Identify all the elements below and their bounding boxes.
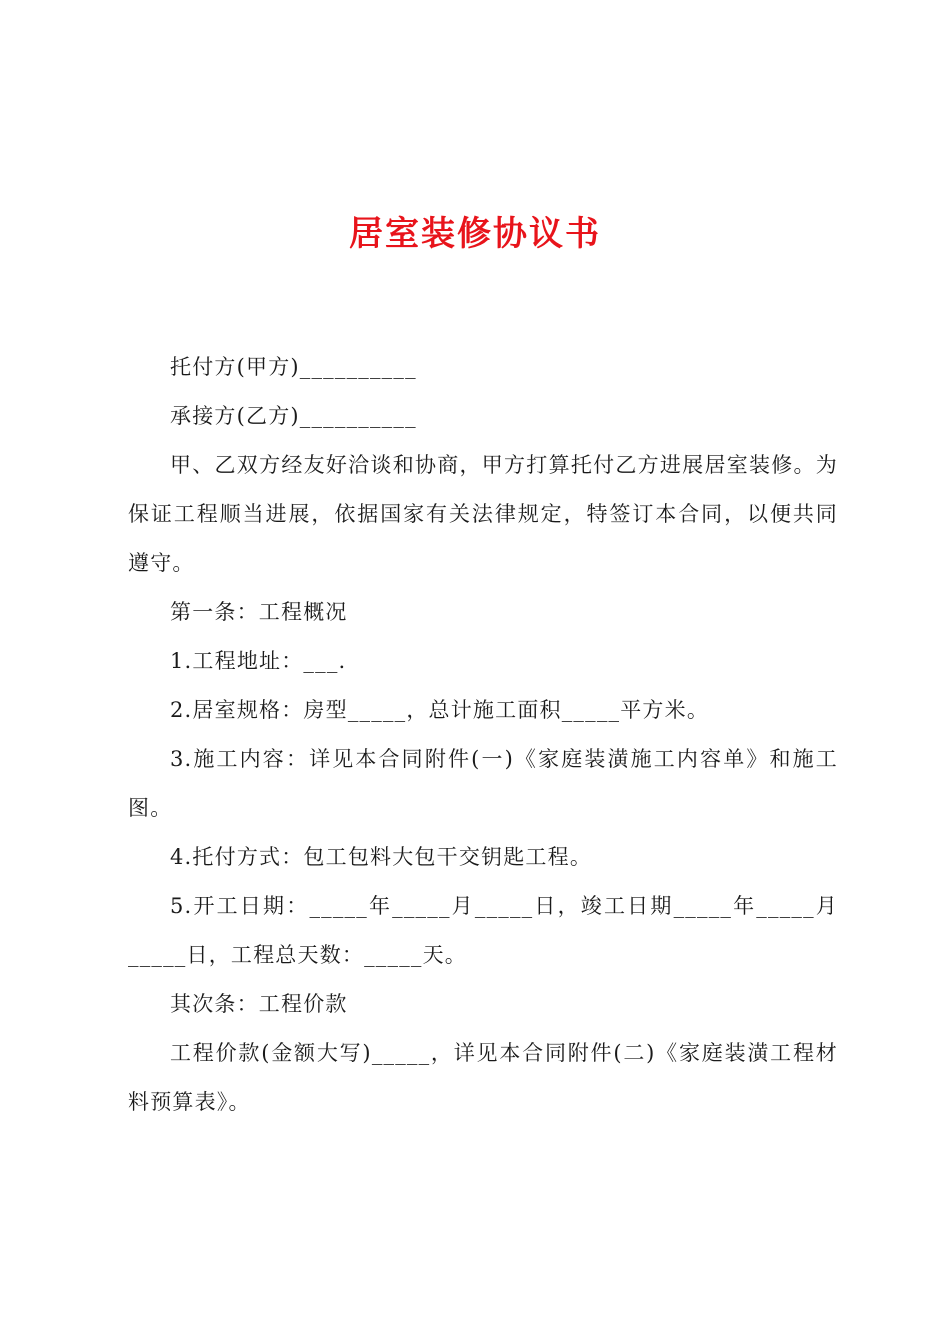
article-1-heading: 第一条：工程概况 [170,600,348,624]
clause-project-price: 工程价款(金额大写)_____，详见本合同附件(二)《家庭装潢工程材料预算表》。 [128,1041,838,1114]
party-b-line: 承接方(乙方)__________ [170,404,417,428]
article-2-heading: 其次条：工程价款 [170,992,348,1016]
clause-schedule: 5.开工日期：_____年_____月_____日，竣工日期_____年_____月_____日，工程总天数：_____天。 [128,894,838,967]
clause-contract-method: 4.托付方式：包工包料大包干交钥匙工程。 [170,845,593,869]
clause-project-address: 1.工程地址：___. [170,649,347,673]
document-title: 居室装修协议书 [349,214,601,254]
party-a-line: 托付方(甲方)__________ [170,355,417,379]
clause-construction-content: 3.施工内容：详见本合同附件(一)《家庭装潢施工内容单》和施工图。 [128,747,838,820]
clause-room-spec: 2.居室规格：房型_____，总计施工面积_____平方米。 [170,698,710,722]
document-body [128,343,838,1127]
preamble-paragraph: 甲、乙双方经友好洽谈和协商，甲方打算托付乙方进展居室装修。为保证工程顺当进展，依据国家有关法律规定，特签订本合同，以便共同遵守。 [128,453,838,575]
